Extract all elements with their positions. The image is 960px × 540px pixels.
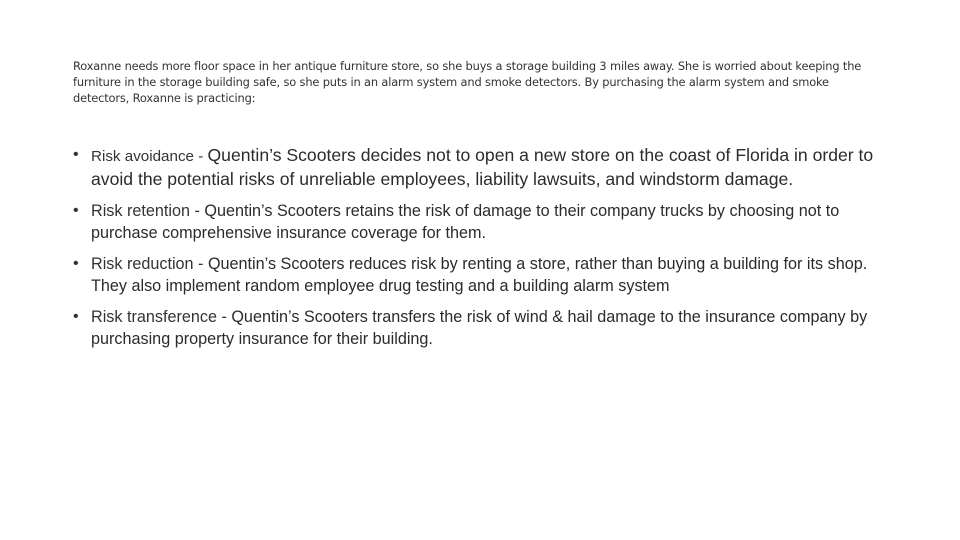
bullet-term: Risk retention -	[91, 202, 205, 220]
bullet-dot-icon: •	[73, 308, 79, 325]
bullet-description: Quentin’s Scooters transfers the risk of wind & hail damage to the insurance company by purchasing property insurance for their building.	[91, 308, 868, 348]
bullet-dot-icon: •	[73, 255, 79, 272]
bullet-dot-icon: •	[73, 146, 79, 163]
bullet-dot-icon: •	[73, 202, 79, 219]
bullet-risk-retention	[73, 200, 903, 244]
question-text: Roxanne needs more floor space in her antique furniture store, so she buys a storage building 3 miles away. She is worried about keeping the furniture in the storage building safe, so she puts in an alarm system and smoke detectors. By purchasing the alarm system and smoke detectors, Roxanne is practicing:	[73, 59, 862, 105]
bullet-term: Risk transference -	[91, 308, 232, 326]
bullet-risk-reduction	[73, 253, 903, 297]
bullet-risk-avoidance	[73, 144, 903, 190]
bullet-term: Risk reduction -	[91, 255, 208, 273]
risk-options-list	[73, 144, 903, 359]
bullet-description: Quentin’s Scooters reduces risk by renting a store, rather than buying a building for its shop. They also implement random employee drug testing and a building alarm system	[91, 255, 868, 295]
bullet-description: Quentin’s Scooters decides not to open a new store on the coast of Florida in order to avoid the potential risks of unreliable employees, liability lawsuits, and windstorm damage.	[91, 145, 874, 189]
bullet-term: Risk avoidance -	[91, 148, 208, 165]
bullet-risk-transference	[73, 306, 903, 350]
bullet-description: Quentin’s Scooters retains the risk of damage to their company trucks by choosing not to purchase comprehensive insurance coverage for them.	[91, 202, 840, 242]
